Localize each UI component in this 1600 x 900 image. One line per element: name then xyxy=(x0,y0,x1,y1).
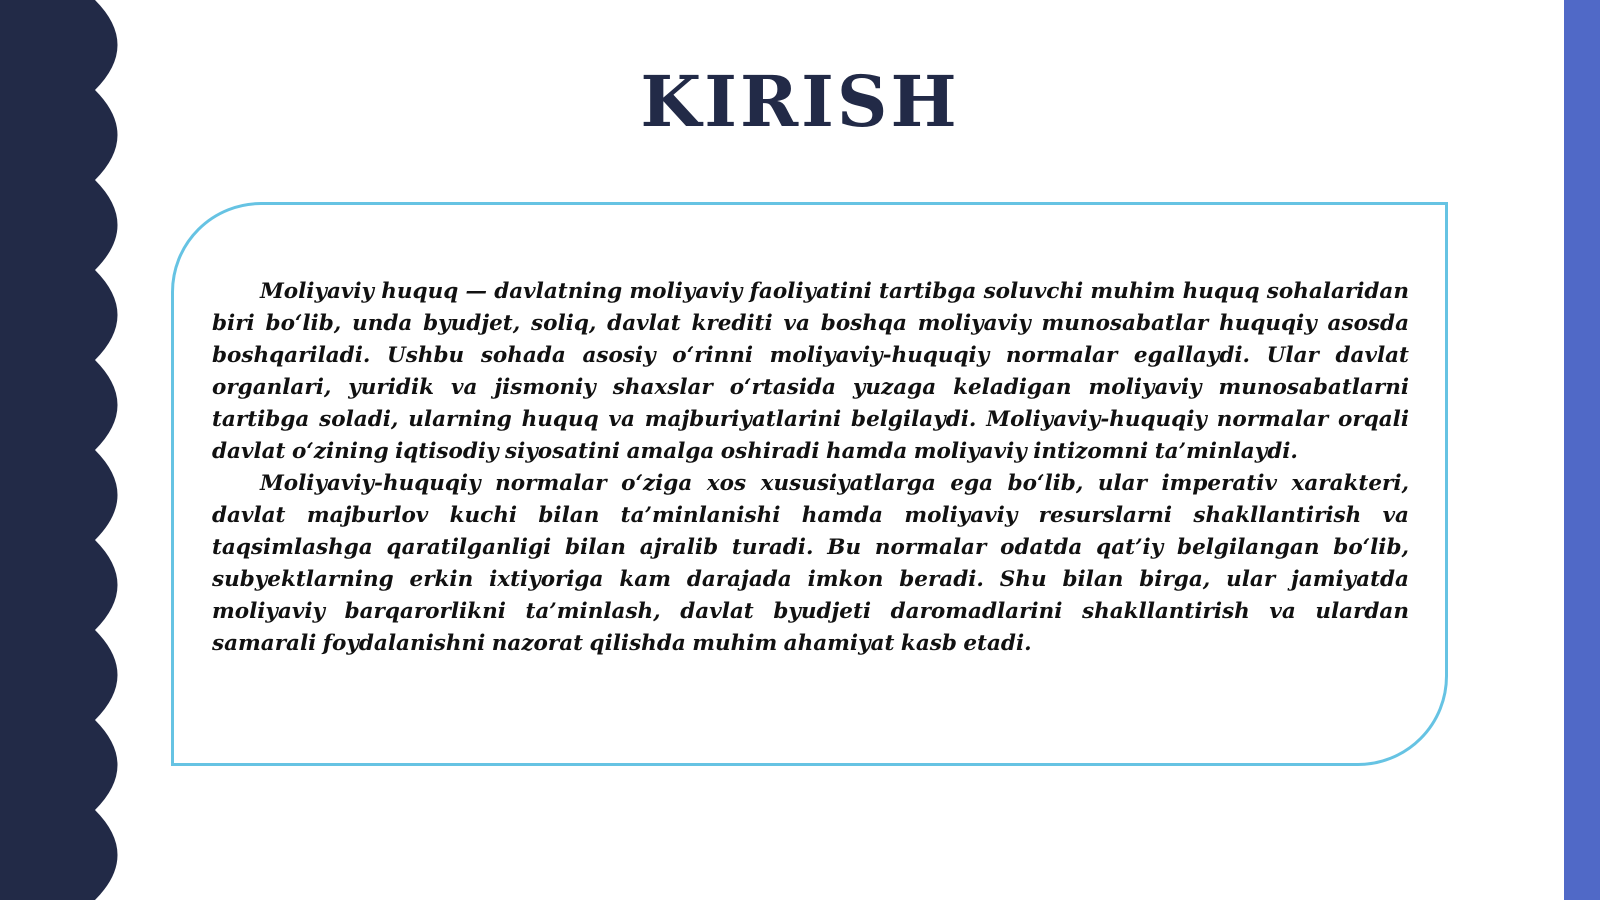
slide-title: KIRISH xyxy=(640,60,960,143)
paragraph-2: Moliyaviy-huquqiy normalar o‘ziga xos xususiyatlarga ega bo‘lib, ular imperativ xarakteri, davlat majburlov kuchi bilan ta’minlanishi hamda moliyaviy resurslarni shakllantirish va taqsimlashga qaratilganligi bilan ajralib turadi. Bu normalar odatda qat’iy belgilangan bo‘lib, subyektlarning erkin ixtiyoriga kam darajada imkon beradi. Shu bilan birga, ular jamiyatda moliyaviy barqarorlikni ta’minlash, davlat byudjeti daromadlarini shakllantirish va ulardan samarali foydalanishni nazorat qilishda muhim ahamiyat kasb etadi. xyxy=(212,471,1409,656)
content-body xyxy=(212,276,1409,660)
paragraph-1: Moliyaviy huquq — davlatning moliyaviy faoliyatini tartibga soluvchi muhim huquq sohalaridan biri bo‘lib, unda byudjet, soliq, davlat krediti va boshqa moliyaviy munosabatlar huquqiy asosda boshqariladi. Ushbu sohada asosiy o‘rinni moliyaviy-huquqiy normalar egallaydi. Ular davlat organlari, yuridik va jismoniy shaxslar o‘rtasida yuzaga keladigan moliyaviy munosabatlarni tartibga soladi, ularning huquq va majburiyatlarini belgilaydi. Moliyaviy-huquqiy normalar orqali davlat o‘zining iqtisodiy siyosatini amalga oshiradi hamda moliyaviy intizomni ta’minlaydi. xyxy=(212,279,1409,464)
